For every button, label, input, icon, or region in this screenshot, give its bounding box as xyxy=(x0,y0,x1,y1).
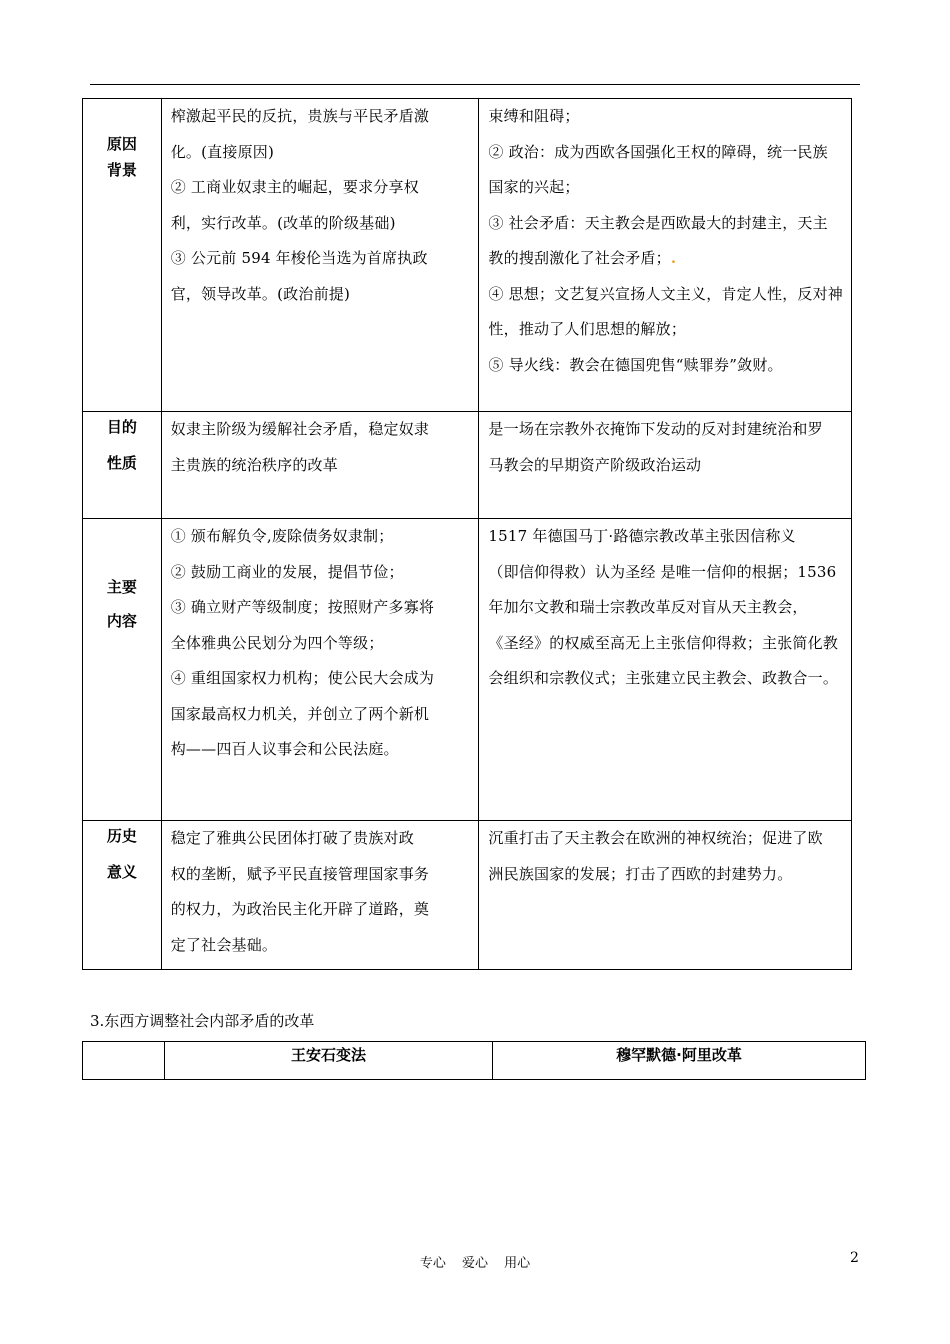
significance-right-cell: 沉重打击了天主教会在欧洲的神权统治；促进了欧 洲民族国家的发展；打击了西欧的封建势力。 xyxy=(479,821,852,970)
table-row xyxy=(83,519,852,821)
background-right-cell: 束缚和阻碍； ② 政治：成为西欧各国强化王权的障碍，统一民族 国家的兴起； ③ 社会矛盾：天主教会是西欧最大的封建主，天主 教的搜刮激化了社会矛盾；. ④ 思想；文艺复兴宣扬人文主义，肯定人性，反对神 性，推动了人们思想的解放； ⑤ 导火线：教会在德国兜售“赎罪券”敛财。 xyxy=(479,99,852,412)
content-left-cell: ① 颁布解负令,废除债务奴隶制； ② 鼓励工商业的发展，提倡节俭； ③ 确立财产等级制度；按照财产多寡将 全体雅典公民划分为四个等级； ④ 重组国家权力机构；使公民大会成为 国家最高权力机关，并创立了两个新机 构——四百人议事会和公民法庭。 xyxy=(161,519,479,821)
purpose-right-cell: 是一场在宗教外衣掩饰下发动的反对封建统治和罗 马教会的早期资产阶级政治运动 xyxy=(479,412,852,519)
row-header-purpose: 目的 性质 xyxy=(83,412,162,519)
content-right-cell: 1517 年德国马丁·路德宗教改革主张因信称义 （即信仰得救）认为圣经 是唯一信仰的根据；1536 年加尔文教和瑞士宗教改革反对盲从天主教会， 《圣经》的权威至高无上主张信仰得救；主张简化教 会组织和宗教仪式；主张建立民主教会、政教合一。 xyxy=(479,519,852,821)
dot-mark: . xyxy=(670,249,677,267)
page-number: 2 xyxy=(850,1250,859,1266)
reform-comparison-table xyxy=(82,1041,866,1080)
row-header-content: 主要 内容 xyxy=(83,519,162,821)
column-header-wang-anshi: 王安石变法 xyxy=(165,1042,493,1080)
row-header-background: 原因 背景 xyxy=(83,99,162,412)
comparison-table xyxy=(82,98,852,970)
column-header-muhammad-ali: 穆罕默德·阿里改革 xyxy=(493,1042,866,1080)
table-row xyxy=(83,99,852,412)
section-title: 3.东西方调整社会内部矛盾的改革 xyxy=(90,1012,315,1030)
row-header-significance: 历史 意义 xyxy=(83,821,162,970)
table-row xyxy=(83,412,852,519)
footer-motto: 专心 爱心 用心 xyxy=(419,1256,531,1271)
background-left-cell: 榨激起平民的反抗，贵族与平民矛盾激 化。(直接原因) ② 工商业奴隶主的崛起，要求分享权 利，实行改革。(改革的阶级基础) ③ 公元前 594 年梭伦当选为首席执政 官，领导改革。(政治前提) xyxy=(161,99,479,412)
table-row xyxy=(83,821,852,970)
significance-left-cell: 稳定了雅典公民团体打破了贵族对政 权的垄断，赋予平民直接管理国家事务 的权力，为政治民主化开辟了道路，奠 定了社会基础。 xyxy=(161,821,479,970)
empty-header-cell xyxy=(83,1042,165,1080)
header-rule xyxy=(90,84,860,85)
table-row xyxy=(83,1042,866,1080)
purpose-left-cell: 奴隶主阶级为缓解社会矛盾，稳定奴隶 主贵族的统治秩序的改革 xyxy=(161,412,479,519)
